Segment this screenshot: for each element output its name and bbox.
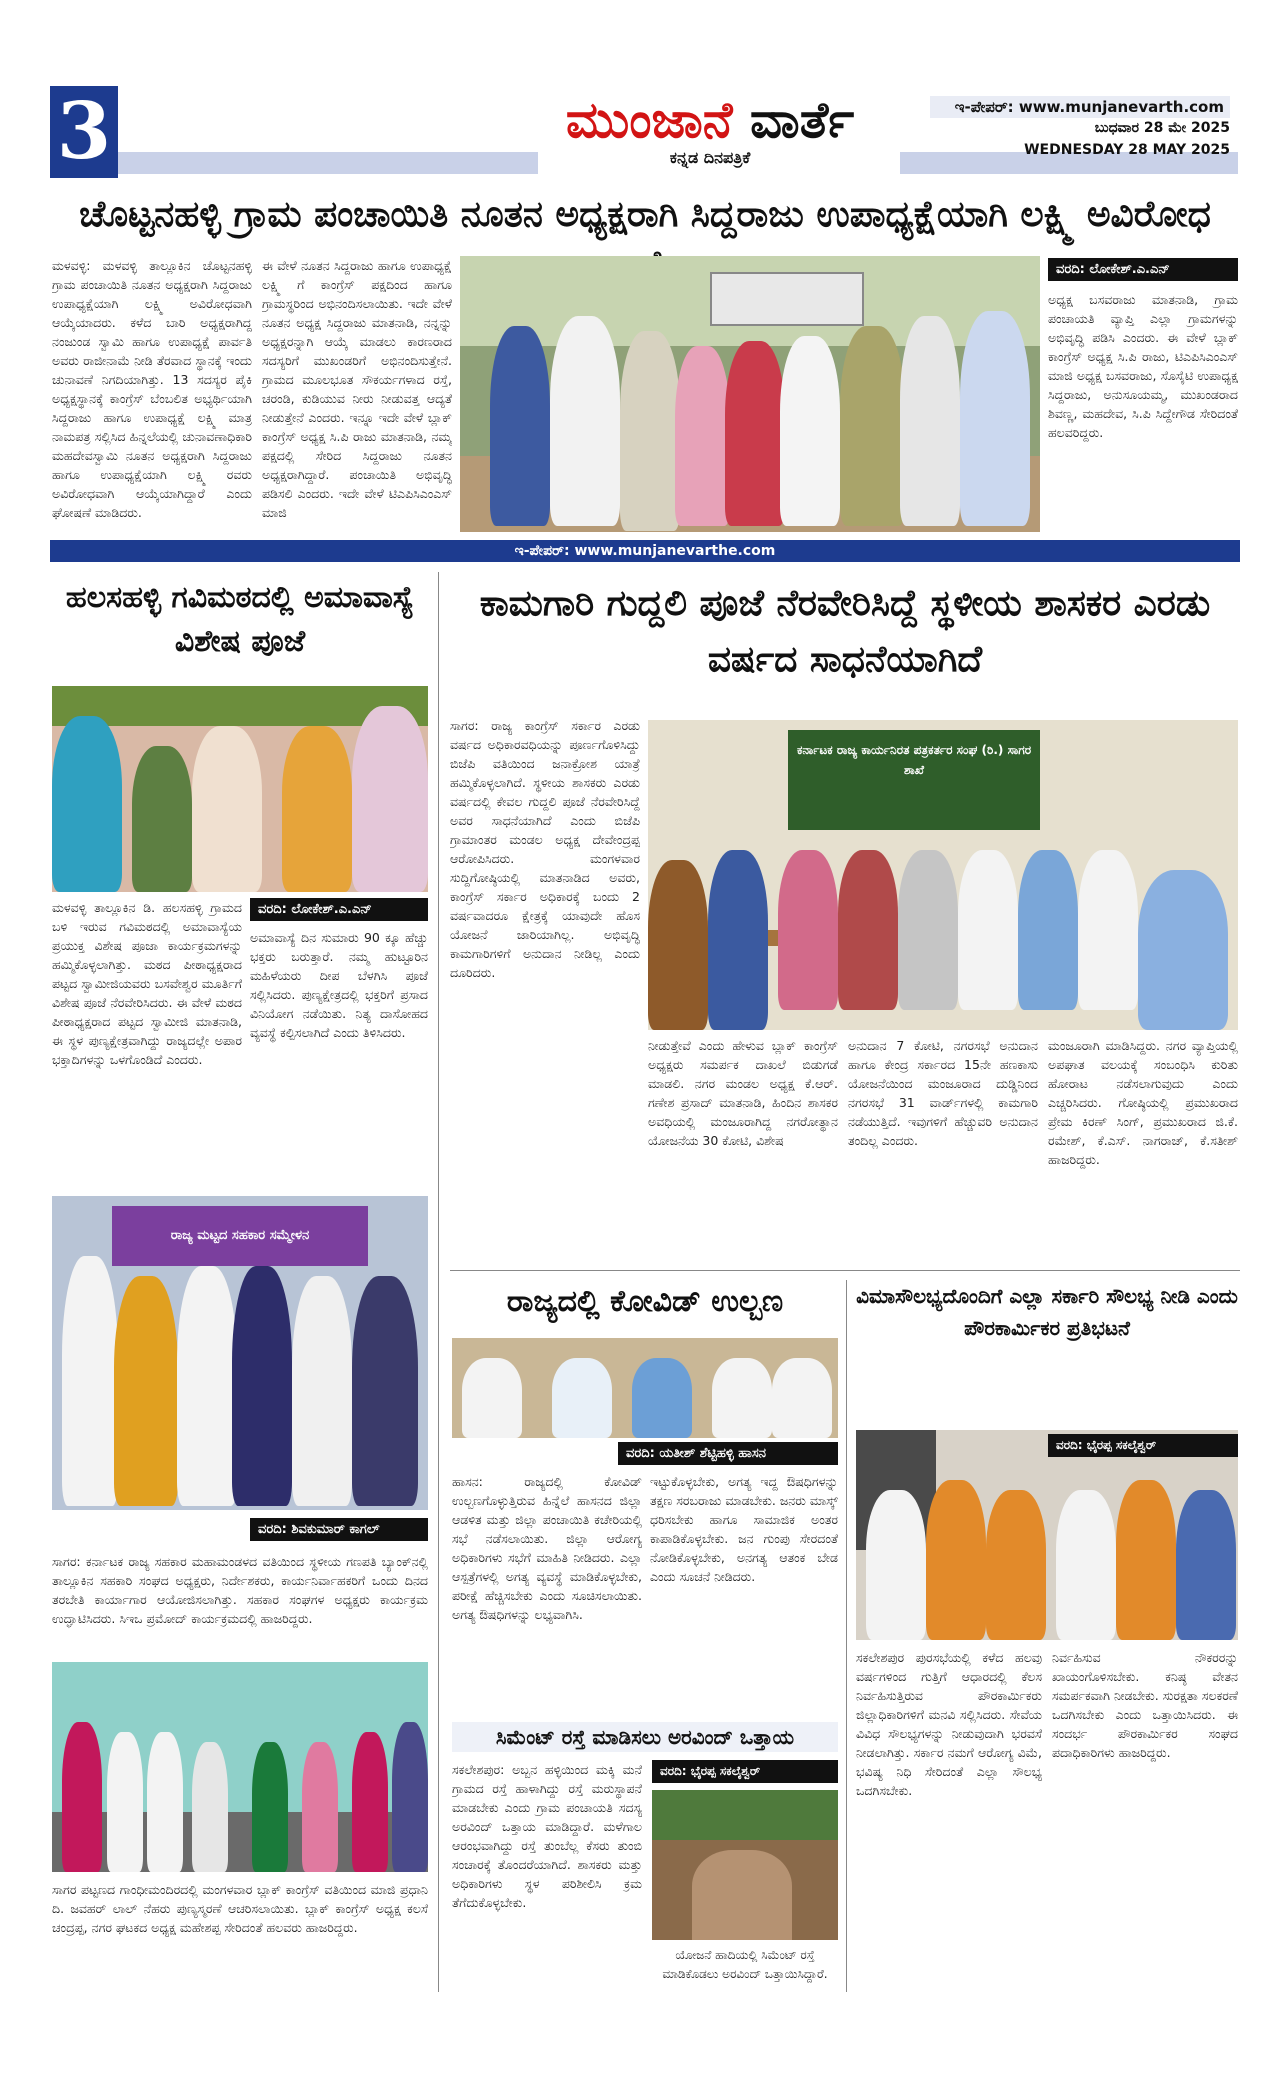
- story3-headline: ಕಾಮಗಾರಿ ಗುದ್ದಲಿ ಪೂಜೆ ನೆರವೇರಿಸಿದ್ದೆ ಸ್ಥಳೀಯ ಶಾಸಕರ ಎರಡು ವರ್ಷದ ಸಾಧನೆಯಾಗಿದೆ: [479, 583, 1211, 680]
- story4-lead: [52, 1518, 252, 1538]
- story8-column-1: ಸಕಲೇಶಪುರ ಪುರಸಭೆಯಲ್ಲಿ ಕಳೆದ ಹಲವು ವರ್ಷಗಳಿಂದ ಗುತ್ತಿಗೆ ಆಧಾರದಲ್ಲಿ ಕೆಲಸ ನಿರ್ವಹಿಸುತ್ತಿರುವ ಪೌರಕಾರ್ಮಿಕರು ಜಿಲ್ಲಾಧಿಕಾರಿಗಳಿಗೆ ಮನವಿ ಸಲ್ಲಿಸಿದರು. ಸೇವೆಯ ವಿವಿಧ ಸೌಲಭ್ಯಗಳನ್ನು ನೀಡುವುದಾಗಿ ಭರವಸೆ ನೀಡಲಾಗಿತ್ತು. ಸರ್ಕಾರ ನಮಗೆ ಆರೋಗ್ಯ ವಿಮೆ, ಭವಿಷ್ಯ ನಿಧಿ ಸೇರಿದಂತೆ ಎಲ್ಲಾ ಸೌಲಭ್ಯ ಒದಗಿಸಬೇಕು.: [856, 1650, 1042, 1798]
- story1-right-column: ಅಧ್ಯಕ್ಷ ಬಸವರಾಜು ಮಾತನಾಡಿ, ಗ್ರಾಮ ಪಂಚಾಯತಿ ವ್ಯಾಪ್ತಿ ಎಲ್ಲಾ ಗ್ರಾಮಗಳನ್ನು ಅಭಿವೃದ್ಧಿ ಪಡಿಸಿ ಎಂದರು. ಈ ವೇಳೆ ಬ್ಲಾಕ್ ಕಾಂಗ್ರೆಸ್ ಅಧ್ಯಕ್ಷ ಸಿ.ಪಿ ರಾಜು, ಟಿಎಪಿಸಿಎಂಎಸ್ ಮಾಜಿ ಅಧ್ಯಕ್ಷ ಬಸವರಾಜು, ಸೊಸೈಟಿ ಉಪಾಧ್ಯಕ್ಷ ಸಿದ್ದರಾಜು, ಅನುಸೂಯಮ್ಮ, ಮುಖಂಡರಾದ ಶಿವಣ್ಣ, ಮಹದೇವ, ಸಿ.ಪಿ ಸಿದ್ದೇಗೌಡ ಸೇರಿದಂತೆ ಹಲವರಿದ್ದರು.: [1048, 292, 1238, 440]
- story3-photo: [648, 720, 1238, 1030]
- logo-word-1: ಮುಂಜಾನೆ: [565, 90, 733, 149]
- story1-photo: [460, 256, 1040, 532]
- story7-photo: [652, 1790, 838, 1940]
- story3-banner: ಕರ್ನಾಟಕ ರಾಜ್ಯ ಕಾರ್ಯನಿರತ ಪತ್ರಕರ್ತರ ಸಂಘ (ರಿ.) ಸಾಗರ ಶಾಖೆ: [788, 730, 1040, 830]
- story1-credit: ವರದಿ: ಲೋಕೇಶ್.ಎ.ಎನ್: [1048, 258, 1238, 281]
- story1-column-2: ಈ ವೇಳೆ ನೂತನ ಸಿದ್ದರಾಜು ಹಾಗೂ ಉಪಾಧ್ಯಕ್ಷೆ ಲಕ್ಷ್ಮಿ ಗೆ ಕಾಂಗ್ರೆಸ್ ಪಕ್ಷದಿಂದ ಹಾಗೂ ಗ್ರಾಮಸ್ಥರಿಂದ ಅಭಿನಂದಿಸಲಾಯಿತು. ಇದೇ ವೇಳೆ ನೂತನ ಅಧ್ಯಕ್ಷ ಸಿದ್ದರಾಜು ಮಾತನಾಡಿ, ನನ್ನನ್ನು ಅಧ್ಯಕ್ಷರನ್ನಾಗಿ ಆಯ್ಕೆ ಮಾಡಲು ಕಾರಣರಾದ ಸದಸ್ಯರಿಗೆ ಮುಖಂಡರಿಗೆ ಅಭಿನಂದಿಸುತ್ತೇನೆ. ಗ್ರಾಮದ ಮೂಲಭೂತ ಸೌಕರ್ಯಗಳಾದ ರಸ್ತೆ, ಚರಂಡಿ, ಕುಡಿಯುವ ನೀರು ನೀಡುವತ್ತ ಆದ್ಯತೆ ನೀಡುತ್ತೇನೆ ಎಂದರು. ಇನ್ನೂ ಇದೇ ವೇಳೆ ಬ್ಲಾಕ್ ಕಾಂಗ್ರೆಸ್ ಅಧ್ಯಕ್ಷ ಸಿ.ಪಿ ರಾಜು ಮಾತನಾಡಿ, ನಮ್ಮ ಪಕ್ಷದಲ್ಲಿ ಸೇರಿದ ಸಿದ್ದರಾಜು ನೂತನ ಅಧ್ಯಕ್ಷರಾಗಿದ್ದಾರೆ. ಪಂಚಾಯಿತಿ ಅಭಿವೃದ್ಧಿ ಪಡಿಸಲಿ ಎಂದರು. ಇದೇ ವೇಳೆ ಟಿಎಪಿಸಿಎಂಎಸ್ ಮಾಜಿ: [262, 258, 452, 520]
- story6-column-1: ಹಾಸನ: ರಾಜ್ಯದಲ್ಲಿ ಕೋವಿಡ್ ಉಲ್ಬಣಗೊಳ್ಳುತ್ತಿರುವ ಹಿನ್ನೆಲೆ ಹಾಸನದ ಜಿಲ್ಲಾ ಆಡಳಿತ ಮತ್ತು ಜಿಲ್ಲಾ ಪಂಚಾಯಿತಿ ಕಚೇರಿಯಲ್ಲಿ ಸಭೆ ನಡೆಸಲಾಯಿತು. ಜಿಲ್ಲಾ ಆರೋಗ್ಯ ಅಧಿಕಾರಿಗಳು ಸಭೆಗೆ ಮಾಹಿತಿ ನೀಡಿದರು. ಎಲ್ಲಾ ಆಸ್ಪತ್ರೆಗಳಲ್ಲಿ ಅಗತ್ಯ ವ್ಯವಸ್ಥೆ ಮಾಡಿಕೊಳ್ಳಬೇಕು, ಪರೀಕ್ಷೆ ಹೆಚ್ಚಿಸಬೇಕು ಎಂದು ಸೂಚಿಸಲಾಯಿತು. ಅಗತ್ಯ ಔಷಧಿಗಳನ್ನು ಲಭ್ಯವಾಗಿಸಿ.: [452, 1474, 642, 1622]
- newspaper-logo: [540, 92, 880, 148]
- page-number: 3: [50, 86, 118, 178]
- story4-text: ಸಾಗರ: ಕರ್ನಾಟಕ ರಾಜ್ಯ ಸಹಕಾರ ಮಹಾಮಂಡಳದ ವತಿಯಿಂದ ಸ್ಥಳೀಯ ಗಣಪತಿ ಬ್ಯಾಂಕ್‌ನಲ್ಲಿ ತಾಲ್ಲೂಕಿನ ಸಹಕಾರಿ ಸಂಘದ ಅಧ್ಯಕ್ಷರು, ನಿರ್ದೇಶಕರು, ಕಾರ್ಯನಿರ್ವಾಹಕರಿಗೆ ಒಂದು ದಿನದ ತರಬೇತಿ ಕಾರ್ಯಾಗಾರ ಆಯೋಜಿಸಲಾಗಿತ್ತು. ಸಹಕಾರ ಸಂಘಗಳ ಅಧ್ಯಕ್ಷರು ಕಾರ್ಯಕ್ರಮ ಉದ್ಘಾಟಿಸಿದರು. ಸಿಇಒ ಪ್ರಮೋದ್ ಕಾರ್ಯಕ್ರಮದಲ್ಲಿ ಹಾಜರಿದ್ದರು.: [52, 1554, 428, 1626]
- story5-text: ಸಾಗರ ಪಟ್ಟಣದ ಗಾಂಧೀಮಂದಿರದಲ್ಲಿ ಮಂಗಳವಾರ ಬ್ಲಾಕ್ ಕಾಂಗ್ರೆಸ್ ವತಿಯಿಂದ ಮಾಜಿ ಪ್ರಧಾನಿ ದಿ. ಜವಹರ್ ಲಾಲ್ ನೆಹರು ಪುಣ್ಯಸ್ಮರಣೆ ಆಚರಿಸಲಾಯಿತು. ಬ್ಲಾಕ್ ಕಾಂಗ್ರೆಸ್ ಅಧ್ಯಕ್ಷ ಕಲಸೆ ಚಂದ್ರಪ್ಪ, ನಗರ ಘಟಕದ ಅಧ್ಯಕ್ಷ ಮಹೇಶಪ್ಪ ಸೇರಿದಂತೆ ಹಲವರು ಹಾಜರಿದ್ದರು.: [52, 1882, 428, 1935]
- story4-credit: ವರದಿ: ಶಿವಕುಮಾರ್ ಕಾಗಲ್: [250, 1518, 428, 1541]
- story4-banner: ರಾಜ್ಯ ಮಟ್ಟದ ಸಹಕಾರ ಸಮ್ಮೇಳನ: [112, 1206, 368, 1266]
- story2-column-2: ಅಮಾವಾಸ್ಯೆ ದಿನ ಸುಮಾರು 90 ಕ್ಕೂ ಹೆಚ್ಚು ಭಕ್ತರು ಬರುತ್ತಾರೆ. ನಮ್ಮ ಹುಟ್ಟೂರಿನ ಮಹಿಳೆಯರು ದೀಪ ಬೆಳಗಿಸಿ ಪೂಜೆ ಸಲ್ಲಿಸಿದರು. ಪುಣ್ಯಕ್ಷೇತ್ರದಲ್ಲಿ ಭಕ್ತರಿಗೆ ಪ್ರಸಾದ ವಿನಿಯೋಗ ನಡೆಯಿತು. ನಿತ್ಯ ದಾಸೋಹದ ವ್ಯವಸ್ಥೆ ಕಲ್ಪಿಸಲಾಗಿದೆ ಎಂದು ತಿಳಿಸಿದರು.: [250, 930, 428, 1040]
- story5-photo: [52, 1662, 428, 1872]
- story7-headline: ಸಿಮೆಂಟ್ ರಸ್ತೆ ಮಾಡಿಸಲು ಅರವಿಂದ್ ಒತ್ತಾಯ: [452, 1722, 838, 1752]
- story7-text: ಸಕಲೇಶಪುರ: ಅಬ್ಬನ ಹಳ್ಳಿಯಿಂದ ಮಕ್ಕಿ ಮನೆ ಗ್ರಾಮದ ರಸ್ತೆ ಹಾಳಾಗಿದ್ದು ರಸ್ತೆ ಮರುಸ್ಥಾಪನೆ ಮಾಡಬೇಕು ಎಂದು ಗ್ರಾಮ ಪಂಚಾಯತಿ ಸದಸ್ಯ ಅರವಿಂದ್ ಒತ್ತಾಯ ಮಾಡಿದ್ದಾರೆ. ಮಳೆಗಾಲ ಆರಂಭವಾಗಿದ್ದು ರಸ್ತೆ ತುಂಬೆಲ್ಲ ಕೆಸರು ತುಂಬಿ ಸಂಚಾರಕ್ಕೆ ತೊಂದರೆಯಾಗಿದೆ. ಶಾಸಕರು ಮತ್ತು ಅಧಿಕಾರಿಗಳು ಸ್ಥಳ ಪರಿಶೀಲಿಸಿ ಕ್ರಮ ತೆಗೆದುಕೊಳ್ಳಬೇಕು.: [452, 1762, 642, 1910]
- story6-credit: ವರದಿ: ಯತೀಶ್ ಶೆಟ್ಟಿಹಳ್ಳಿ ಹಾಸನ: [618, 1442, 838, 1465]
- section-divider: [450, 1270, 1240, 1271]
- story8-headline: ವಿಮಾಸೌಲಭ್ಯದೊಂದಿಗೆ ಎಲ್ಲಾ ಸರ್ಕಾರಿ ಸೌಲಭ್ಯ ನೀಡಿ ಎಂದು ಪೌರಕಾರ್ಮಿಕರ ಪ್ರತಿಭಟನೆ: [856, 1284, 1238, 1340]
- story8-credit: ವರದಿ: ಭೈರಪ್ಪ ಸಕಲೈಶ್ವರ್: [1048, 1434, 1238, 1457]
- story3-column-3: ಅನುದಾನ 7 ಕೋಟಿ, ನಗರಸಭೆ ಅನುದಾನ ಹಾಗೂ ಕೇಂದ್ರ ಸರ್ಕಾರದ 15ನೇ ಹಣಕಾಸು ಯೋಜನೆಯಿಂದ ಮಂಜೂರಾದ ದುಡ್ಡಿನಿಂದ ನಗರಸಭೆ 31 ವಾರ್ಡ್‌ಗಳಲ್ಲಿ ಕಾಮಗಾರಿ ನಡೆಯುತ್ತಿದೆ. ಇವುಗಳಿಗೆ ಹೆಚ್ಚುವರಿ ಅನುದಾನ ತಂದಿಲ್ಲ ಎಂದರು.: [848, 1038, 1038, 1148]
- story1-headline: ಚೊಟ್ಟನಹಳ್ಳಿ ಗ್ರಾಮ ಪಂಚಾಯಿತಿ ನೂತನ ಅಧ್ಯಕ್ಷರಾಗಿ ಸಿದ್ದರಾಜು ಉಪಾಧ್ಯಕ್ಷೆಯಾಗಿ ಲಕ್ಷ್ಮಿ ಅವಿರೋಧ: [79, 194, 1211, 235]
- story8-column-2: ನಿರ್ವಹಿಸುವ ನೌಕರರನ್ನು ಖಾಯಂಗೊಳಿಸಬೇಕು. ಕನಿಷ್ಠ ವೇತನ ಸಮರ್ಪಕವಾಗಿ ನೀಡಬೇಕು. ಸುರಕ್ಷತಾ ಸಲಕರಣೆ ಒದಗಿಸಬೇಕು ಎಂದು ಒತ್ತಾಯಿಸಿದರು. ಈ ಸಂದರ್ಭ ಪೌರಕಾರ್ಮಿಕರ ಸಂಘದ ಪದಾಧಿಕಾರಿಗಳು ಹಾಜರಿದ್ದರು.: [1052, 1650, 1238, 1760]
- story8-photo: [856, 1430, 1238, 1640]
- story2-headline: ಹಲಸಹಳ್ಳಿ ಗವಿಮಠದಲ್ಲಿ ಅಮಾವಾಸ್ಯೆ ವಿಶೇಷ ಪೂಜೆ: [65, 580, 415, 659]
- date-kannada: ಬುಧವಾರ 28 ಮೇ 2025: [1094, 120, 1230, 136]
- story2-photo: [52, 686, 428, 892]
- story7-caption: ಯೋಜನೆ ಹಾದಿಯಲ್ಲಿ ಸಿಮೆಂಟ್ ರಸ್ತೆ ಮಾಡಿಕೊಡಲು ಅರವಿಂದ್ ಒತ್ತಾಯಿಸಿದ್ದಾರೆ.: [662, 1948, 828, 1981]
- story1-column-1: ಮಳವಳ್ಳಿ: ಮಳವಳ್ಳಿ ತಾಲ್ಲೂಕಿನ ಚೊಟ್ಟನಹಳ್ಳಿ ಗ್ರಾಮ ಪಂಚಾಯಿತಿ ನೂತನ ಅಧ್ಯಕ್ಷರಾಗಿ ಸಿದ್ದರಾಜು ಉಪಾಧ್ಯಕ್ಷೆಯಾಗಿ ಲಕ್ಷ್ಮಿ ಅವಿರೋಧವಾಗಿ ಆಯ್ಕೆಯಾದರು. ಕಳೆದ ಬಾರಿ ಅಧ್ಯಕ್ಷರಾಗಿದ್ದ ನಂಜುಂಡ ಸ್ವಾಮಿ ಹಾಗೂ ಉಪಾಧ್ಯಕ್ಷೆ ಪಾರ್ವತಿ ಅವರು ರಾಜೀನಾಮೆ ನೀಡಿ ತೆರವಾದ ಸ್ಥಾನಕ್ಕೆ ಇಂದು ಚುನಾವಣೆ ನಿಗದಿಯಾಗಿತ್ತು. 13 ಸದಸ್ಯರ ಪೈಕಿ ಅಧ್ಯಕ್ಷಸ್ಥಾನಕ್ಕೆ ಕಾಂಗ್ರೆಸ್ ಬೆಂಬಲಿತ ಅಭ್ಯರ್ಥಿಯಾಗಿ ಸಿದ್ದರಾಜು ಹಾಗೂ ಉಪಾಧ್ಯಕ್ಷೆ ಲಕ್ಷ್ಮಿ ಮಾತ್ರ ನಾಮಪತ್ರ ಸಲ್ಲಿಸಿದ ಹಿನ್ನಲೆಯಲ್ಲಿ ಚುನಾವಣಾಧಿಕಾರಿ ಮಹದೇವಸ್ವಾಮಿ ನೂತನ ಅಧ್ಯಕ್ಷರಾಗಿ ಸಿದ್ದರಾಜು ಹಾಗೂ ಉಪಾಧ್ಯಕ್ಷೆಯಾಗಿ ಲಕ್ಷ್ಮಿ ರವರು ಅವಿರೋಧವಾಗಿ ಆಯ್ಕೆಯಾಗಿದ್ದಾರೆ ಎಂದು ಘೋಷಣೆ ಮಾಡಿದರು.: [52, 258, 252, 520]
- epaper-url-mid[interactable]: ಇ-ಪೇಪರ್: www.munjanevarthe.com: [50, 540, 1240, 562]
- story6-photo: [452, 1338, 838, 1438]
- epaper-url-top[interactable]: ಇ-ಪೇಪರ್: www.munjanevarth.com: [930, 96, 1230, 118]
- column-divider-right: [846, 1280, 847, 1992]
- story6-headline: ರಾಜ್ಯದಲ್ಲಿ ಕೋವಿಡ್ ಉಲ್ಬಣ: [506, 1284, 784, 1319]
- newspaper-subtitle: ಕನ್ನಡ ದಿನಪತ್ರಿಕೆ: [669, 148, 751, 167]
- story2-credit: ವರದಿ: ಲೋಕೇಶ್.ಎ.ಎನ್: [250, 898, 428, 921]
- story3-column-2: ನೀಡುತ್ತೇವೆ ಎಂದು ಹೇಳುವ ಬ್ಲಾಕ್ ಕಾಂಗ್ರೆಸ್ ಅಧ್ಯಕ್ಷರು ಸಮರ್ಪಕ ದಾಖಲೆ ಬಿಡುಗಡೆ ಮಾಡಲಿ. ನಗರ ಮಂಡಲ ಅಧ್ಯಕ್ಷ ಕೆ.ಆರ್. ಗಣೇಶ ಪ್ರಸಾದ್ ಮಾತನಾಡಿ, ಹಿಂದಿನ ಶಾಸಕರ ಅವಧಿಯಲ್ಲಿ ಮಂಜೂರಾಗಿದ್ದ ನಗರೋತ್ಥಾನ ಯೋಜನೆಯ 30 ಕೋಟಿ, ವಿಶೇಷ: [648, 1038, 838, 1148]
- logo-word-2: ವಾರ್ತೆ: [749, 90, 855, 149]
- date-english: WEDNESDAY 28 MAY 2025: [1024, 142, 1230, 158]
- story2-column-1: ಮಳವಳ್ಳಿ ತಾಲ್ಲೂಕಿನ ಡಿ. ಹಲಸಹಳ್ಳಿ ಗ್ರಾಮದ ಬಳಿ ಇರುವ ಗವಿಮಠದಲ್ಲಿ ಅಮಾವಾಸ್ಯೆಯ ಪ್ರಯುಕ್ತ ವಿಶೇಷ ಪೂಜಾ ಕಾರ್ಯಕ್ರಮಗಳನ್ನು ಹಮ್ಮಿಕೊಳ್ಳಲಾಗಿತ್ತು. ಮಠದ ಪೀಠಾಧ್ಯಕ್ಷರಾದ ಪಟ್ಟದ ಸ್ವಾಮೀಜಿಯವರು ಬಸವೇಶ್ವರ ಮೂರ್ತಿಗೆ ವಿಶೇಷ ಪೂಜೆ ನೆರವೇರಿಸಿದರು. ಈ ವೇಳೆ ಮಠದ ಪೀಠಾಧ್ಯಕ್ಷರಾದ ಪಟ್ಟದ ಸ್ವಾಮೀಜಿ ಮಾತನಾಡಿ, ಈ ಸ್ಥಳ ಪುಣ್ಯಕ್ಷೇತ್ರವಾಗಿದ್ದು ರಾಜ್ಯದಲ್ಲೇ ಅಪಾರ ಭಕ್ತಾದಿಗಳನ್ನು ಒಳಗೊಂಡಿದೆ ಎಂದರು.: [52, 900, 242, 1067]
- story6-column-2: ಇಟ್ಟುಕೊಳ್ಳಬೇಕು, ಅಗತ್ಯ ಇದ್ದ ಔಷಧಿಗಳನ್ನು ತಕ್ಷಣ ಸರಬರಾಜು ಮಾಡಬೇಕು. ಜನರು ಮಾಸ್ಕ್ ಧರಿಸಬೇಕು ಹಾಗೂ ಸಾಮಾಜಿಕ ಅಂತರ ಕಾಪಾಡಿಕೊಳ್ಳಬೇಕು. ಜನ ಗುಂಪು ಸೇರದಂತೆ ನೋಡಿಕೊಳ್ಳಬೇಕು, ಅನಗತ್ಯ ಆತಂಕ ಬೇಡ ಎಂದು ಸೂಚನೆ ನೀಡಿದರು.: [650, 1474, 838, 1584]
- story3-column-1: ಸಾಗರ: ರಾಜ್ಯ ಕಾಂಗ್ರೆಸ್ ಸರ್ಕಾರ ಎರಡು ವರ್ಷದ ಅಧಿಕಾರವಧಿಯನ್ನು ಪೂರ್ಣಗೊಳಿಸಿದ್ದು ಬಿಜೆಪಿ ವತಿಯಿಂದ ಜನಾಕ್ರೋಶ ಯಾತ್ರೆ ಹಮ್ಮಿಕೊಳ್ಳಲಾಗಿದೆ. ಸ್ಥಳೀಯ ಶಾಸಕರು ಎರಡು ವರ್ಷದಲ್ಲಿ ಕೇವಲ ಗುದ್ದಲಿ ಪೂಜೆ ನೆರವೇರಿಸಿದ್ದೆ ಅವರ ಸಾಧನೆಯಾಗಿದೆ ಎಂದು ಬಿಜೆಪಿ ಗ್ರಾಮಾಂತರ ಮಂಡಲ ಅಧ್ಯಕ್ಷ ದೇವೇಂದ್ರಪ್ಪ ಆರೋಪಿಸಿದರು. ಮಂಗಳವಾರ ಸುದ್ದಿಗೋಷ್ಠಿಯಲ್ಲಿ ಮಾತನಾಡಿದ ಅವರು, ಕಾಂಗ್ರೆಸ್ ಸರ್ಕಾರ ಅಧಿಕಾರಕ್ಕೆ ಬಂದು 2 ವರ್ಷವಾದರೂ ಕ್ಷೇತ್ರಕ್ಕೆ ಯಾವುದೇ ಹೊಸ ಯೋಜನೆ ಜಾರಿಯಾಗಿಲ್ಲ. ಅಭಿವೃದ್ಧಿ ಕಾಮಗಾರಿಗಳಿಗೆ ಅನುದಾನ ನೀಡಿಲ್ಲ ಎಂದು ದೂರಿದರು.: [450, 718, 640, 980]
- story7-credit: ವರದಿ: ಭೈರಪ್ಪ ಸಕಲೈಶ್ವರ್: [652, 1760, 838, 1783]
- masthead-strip-left: [118, 152, 538, 174]
- story4-photo: [52, 1196, 428, 1510]
- column-divider: [438, 572, 439, 1992]
- story8-lead: [854, 1350, 1044, 1430]
- story3-column-4: ಮಂಜೂರಾಗಿ ಮಾಡಿಸಿದ್ದರು. ನಗರ ವ್ಯಾಪ್ತಿಯಲ್ಲಿ ಅಪಘಾತ ವಲಯಕ್ಕೆ ಸಂಬಂಧಿಸಿ ಕುರಿತು ಹೋರಾಟ ನಡೆಸಲಾಗುವುದು ಎಂದು ಎಚ್ಚರಿಸಿದರು. ಗೋಷ್ಠಿಯಲ್ಲಿ ಪ್ರಮುಖರಾದ ಪ್ರೇಮ ಕಿರಣ್ ಸಿಂಗ್, ಪ್ರಮುಖರಾದ ಜಿ.ಕೆ. ರಮೇಶ್, ಕೆ.ಎಸ್. ನಾಗರಾಜ್, ಕೆ.ಸತೀಶ್ ಹಾಜರಿದ್ದರು.: [1048, 1038, 1238, 1167]
